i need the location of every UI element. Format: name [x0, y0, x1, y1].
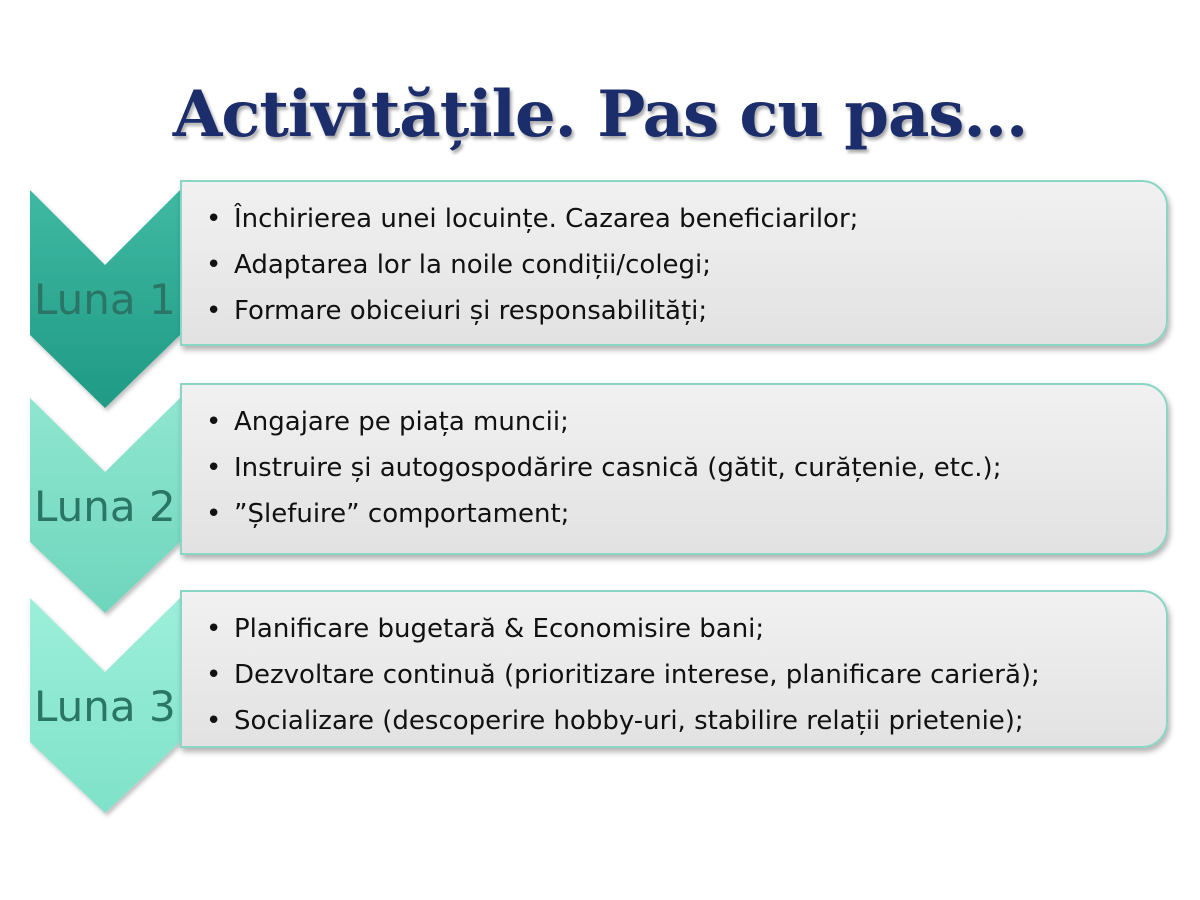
step-panel-2 [180, 383, 1168, 555]
bullet-icon: • [206, 204, 222, 234]
step-panel-1 [180, 180, 1168, 346]
list-item [204, 242, 1166, 288]
list-item-text: Angajare pe piața muncii; [234, 407, 569, 437]
slide-title: Activitățile. Pas cu pas... [172, 77, 1028, 152]
step-label-2: Luna 2 [34, 482, 176, 531]
list-item [204, 196, 1166, 242]
list-item [204, 491, 1166, 537]
list-item [204, 652, 1166, 698]
step-panel-3 [180, 590, 1168, 748]
bullet-icon: • [206, 660, 222, 690]
list-item [204, 606, 1166, 652]
list-item [204, 445, 1166, 491]
list-item-text: Dezvoltare continuă (prioritizare interese, planificare carieră); [234, 660, 1040, 690]
bullet-icon: • [206, 706, 222, 736]
bullet-icon: • [206, 296, 222, 326]
list-item-text: ”Șlefuire” comportament; [234, 499, 570, 529]
list-item-text: Formare obiceiuri și responsabilități; [234, 296, 708, 326]
list-item-text: Închirierea unei locuințe. Cazarea beneficiarilor; [234, 204, 859, 234]
list-item [204, 399, 1166, 445]
list-item-text: Socializare (descoperire hobby-uri, stabilire relații prietenie); [234, 706, 1024, 736]
bullet-icon: • [206, 250, 222, 280]
bullet-icon: • [206, 407, 222, 437]
step-label-3: Luna 3 [34, 682, 176, 731]
list-item-text: Planificare bugetară & Economisire bani; [234, 614, 765, 644]
bullet-icon: • [206, 614, 222, 644]
bullet-icon: • [206, 499, 222, 529]
bullet-icon: • [206, 453, 222, 483]
list-item-text: Adaptarea lor la noile condiții/colegi; [234, 250, 712, 280]
list-item-text: Instruire și autogospodărire casnică (gătit, curățenie, etc.); [234, 453, 1002, 483]
list-item [204, 698, 1166, 744]
list-item [204, 288, 1166, 334]
step-label-1: Luna 1 [34, 275, 176, 324]
